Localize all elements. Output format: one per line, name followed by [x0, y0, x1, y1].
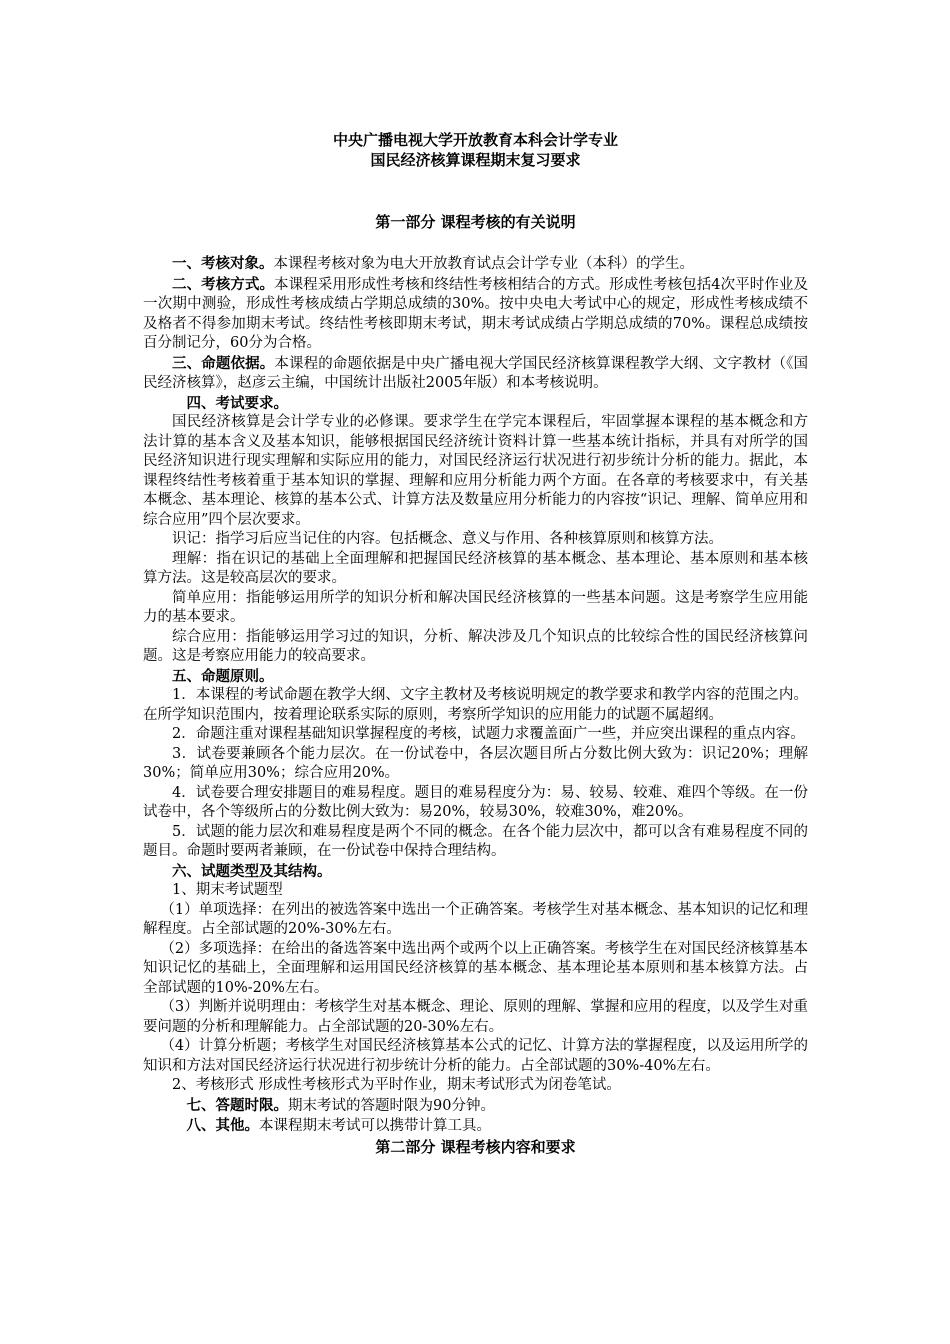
- section-6-item-1: （1）单项选择：在列出的被选答案中选出一个正确答案。考核学生对基本概念、基本知识的记忆和理解程度。占全部试题的20%-30%左右。: [143, 901, 808, 937]
- section-4-paragraph-5: 综合应用：指能够运用学习过的知识，分析、解决涉及几个知识点的比较综合性的国民经济核算问题。这是考察应用能力的较高要求。: [143, 628, 808, 664]
- section-7-heading: 七、答题时限。: [186, 1096, 288, 1114]
- section-1-paragraph: [143, 254, 808, 275]
- section-5-item-3: 3．试卷要兼顾各个能力层次。在一份试卷中，各层次题目所占分数比例大致为：识记20%；理解30%；简单应用30%；综合应用20%。: [143, 745, 808, 781]
- spacer: [143, 170, 808, 212]
- section-6-item-2: （2）多项选择：在给出的备选答案中选出两个或两个以上正确答案。考核学生在对国民经济核算基本知识记忆的基础上，全面理解和运用国民经济核算的基本概念、基本理论基本原则和基本核算方法。占全部试题的10%-20%左右。: [143, 940, 808, 996]
- section-5-heading: 五、命题原则。: [172, 667, 274, 685]
- section-4-heading: 四、考试要求。: [186, 394, 288, 412]
- section-4-paragraph-3: 理解：指在识记的基础上全面理解和把握国民经济核算的基本概念、基本理论、基本原则和基本核算方法。这是较高层次的要求。: [143, 550, 808, 586]
- section-4-paragraph-4: 简单应用：指能够运用所学的知识分析和解决国民经济核算的一些基本问题。这是考察学生应用能力的基本要求。: [143, 589, 808, 625]
- section-8-heading: 八、其他。: [186, 1117, 259, 1134]
- section-8-text: 本课程期末考试可以携带计算工具。: [259, 1118, 491, 1134]
- section-1-heading: 一、考核对象。: [172, 255, 274, 272]
- section-1-text: 本课程考核对象为电大开放教育试点会计学专业（本科）的学生。: [273, 256, 694, 272]
- spacer: [143, 232, 808, 254]
- section-2-paragraph: [143, 275, 808, 354]
- section-6-item-4: （4）计算分析题；考核学生对国民经济核算基本公式的记忆、计算方法的掌握程度，以及运用所学的知识和方法对国民经济运行状况进行初步统计分析的能力。占全部试题的30%-40%左右。: [143, 1038, 808, 1074]
- document-page: [143, 130, 808, 1157]
- section-8-paragraph: [143, 1116, 808, 1137]
- part1-title: 第一部分 课程考核的有关说明: [375, 213, 576, 231]
- section-6-item-3: （3）判断并说明理由：考核学生对基本概念、理论、原则的理解、掌握和应用的程度，以及学生对重要问题的分析和理解能力。占全部试题的20-30%左右。: [143, 999, 808, 1035]
- section-6-subheading-2: 2、考核形式 形成性考核形式为平时作业，期末考试形式为闭卷笔试。: [172, 1077, 621, 1093]
- section-3-text: 本课程的命题依据是中央广播电视大学国民经济核算课程教学大纲、文字教材（《国民经济核算》，赵彦云主编，中国统计出版社2005年版）和本考核说明。: [143, 355, 809, 391]
- section-3-heading: 三、命题依据。: [172, 354, 275, 372]
- section-5-item-2: 2．命题注重对课程基础知识掌握程度的考核，试题力求覆盖面广一些，并应突出课程的重点内容。: [172, 726, 805, 742]
- section-3-paragraph: [143, 354, 808, 394]
- section-2-heading: 二、考核方式。: [172, 275, 275, 293]
- section-2-text: 本课程采用形成性考核和终结性考核相结合的方式。形成性考核包括4次平时作业及一次期中测验，形成性考核成绩占学期总成绩的30%。按中央电大考试中心的规定，形成性考核成绩不及格者不得参加期末考试。终结性考核即期末考试，期末考试成绩占学期总成绩的70%。课程总成绩按百分制记分，60分为合格。: [143, 276, 808, 351]
- section-6-heading: 六、试题类型及其结构。: [172, 862, 332, 880]
- section-5-item-5: 5．试题的能力层次和难易程度是两个不同的概念。在各个能力层次中，都可以含有难易程度不同的题目。命题时要两者兼顾，在一份试卷中保持合理结构。: [143, 823, 808, 859]
- document-title-line2: 国民经济核算课程期末复习要求: [370, 151, 581, 169]
- section-7-text: 期末考试的答题时限为90分钟。: [288, 1097, 495, 1114]
- section-4-paragraph-1: 国民经济核算是会计学专业的必修课。要求学生在学完本课程后，牢固掌握本课程的基本概念和方法计算的基本含义及基本知识，能够根据国民经济统计资料计算一些基本统计指标，并具有对所学的国民经济知识进行现实理解和实际应用的能力，对国民经济运行状况进行初步统计分析的能力。据此，本课程终结性考核着重于基本知识的掌握、理解和应用分析能力两个方面。在各章的考核要求中，有关基本概念、基本理论、核算的基本公式、计算方法及数量应用分析能力的内容按“识记、理解、简单应用和综合应用”四个层次要求。: [143, 414, 808, 528]
- document-title-line1: 中央广播电视大学开放教育本科会计学专业: [332, 131, 618, 149]
- section-6-subheading-1: 1、期末考试题型: [172, 882, 283, 898]
- section-4-paragraph-2: 识记：指学习后应当记住的内容。包括概念、意义与作用、各种核算原则和核算方法。: [172, 531, 723, 547]
- section-5-item-4: 4．试卷要合理安排题目的难易程度。题目的难易程度分为：易、较易、较难、难四个等级。在一份试卷中，各个等级所占的分数比例大致为：易20%，较易30%，较难30%，难20%。: [143, 784, 808, 820]
- part2-title: 第二部分 课程考核内容和要求: [375, 1137, 576, 1156]
- section-7-paragraph: [143, 1096, 808, 1117]
- section-5-item-1: 1．本课程的考试命题在教学大纲、文字主教材及考核说明规定的教学要求和教学内容的范围之内。在所学知识范围内，按着理论联系实际的原则，考察所学知识的应用能力的试题不属超纲。: [143, 687, 808, 723]
